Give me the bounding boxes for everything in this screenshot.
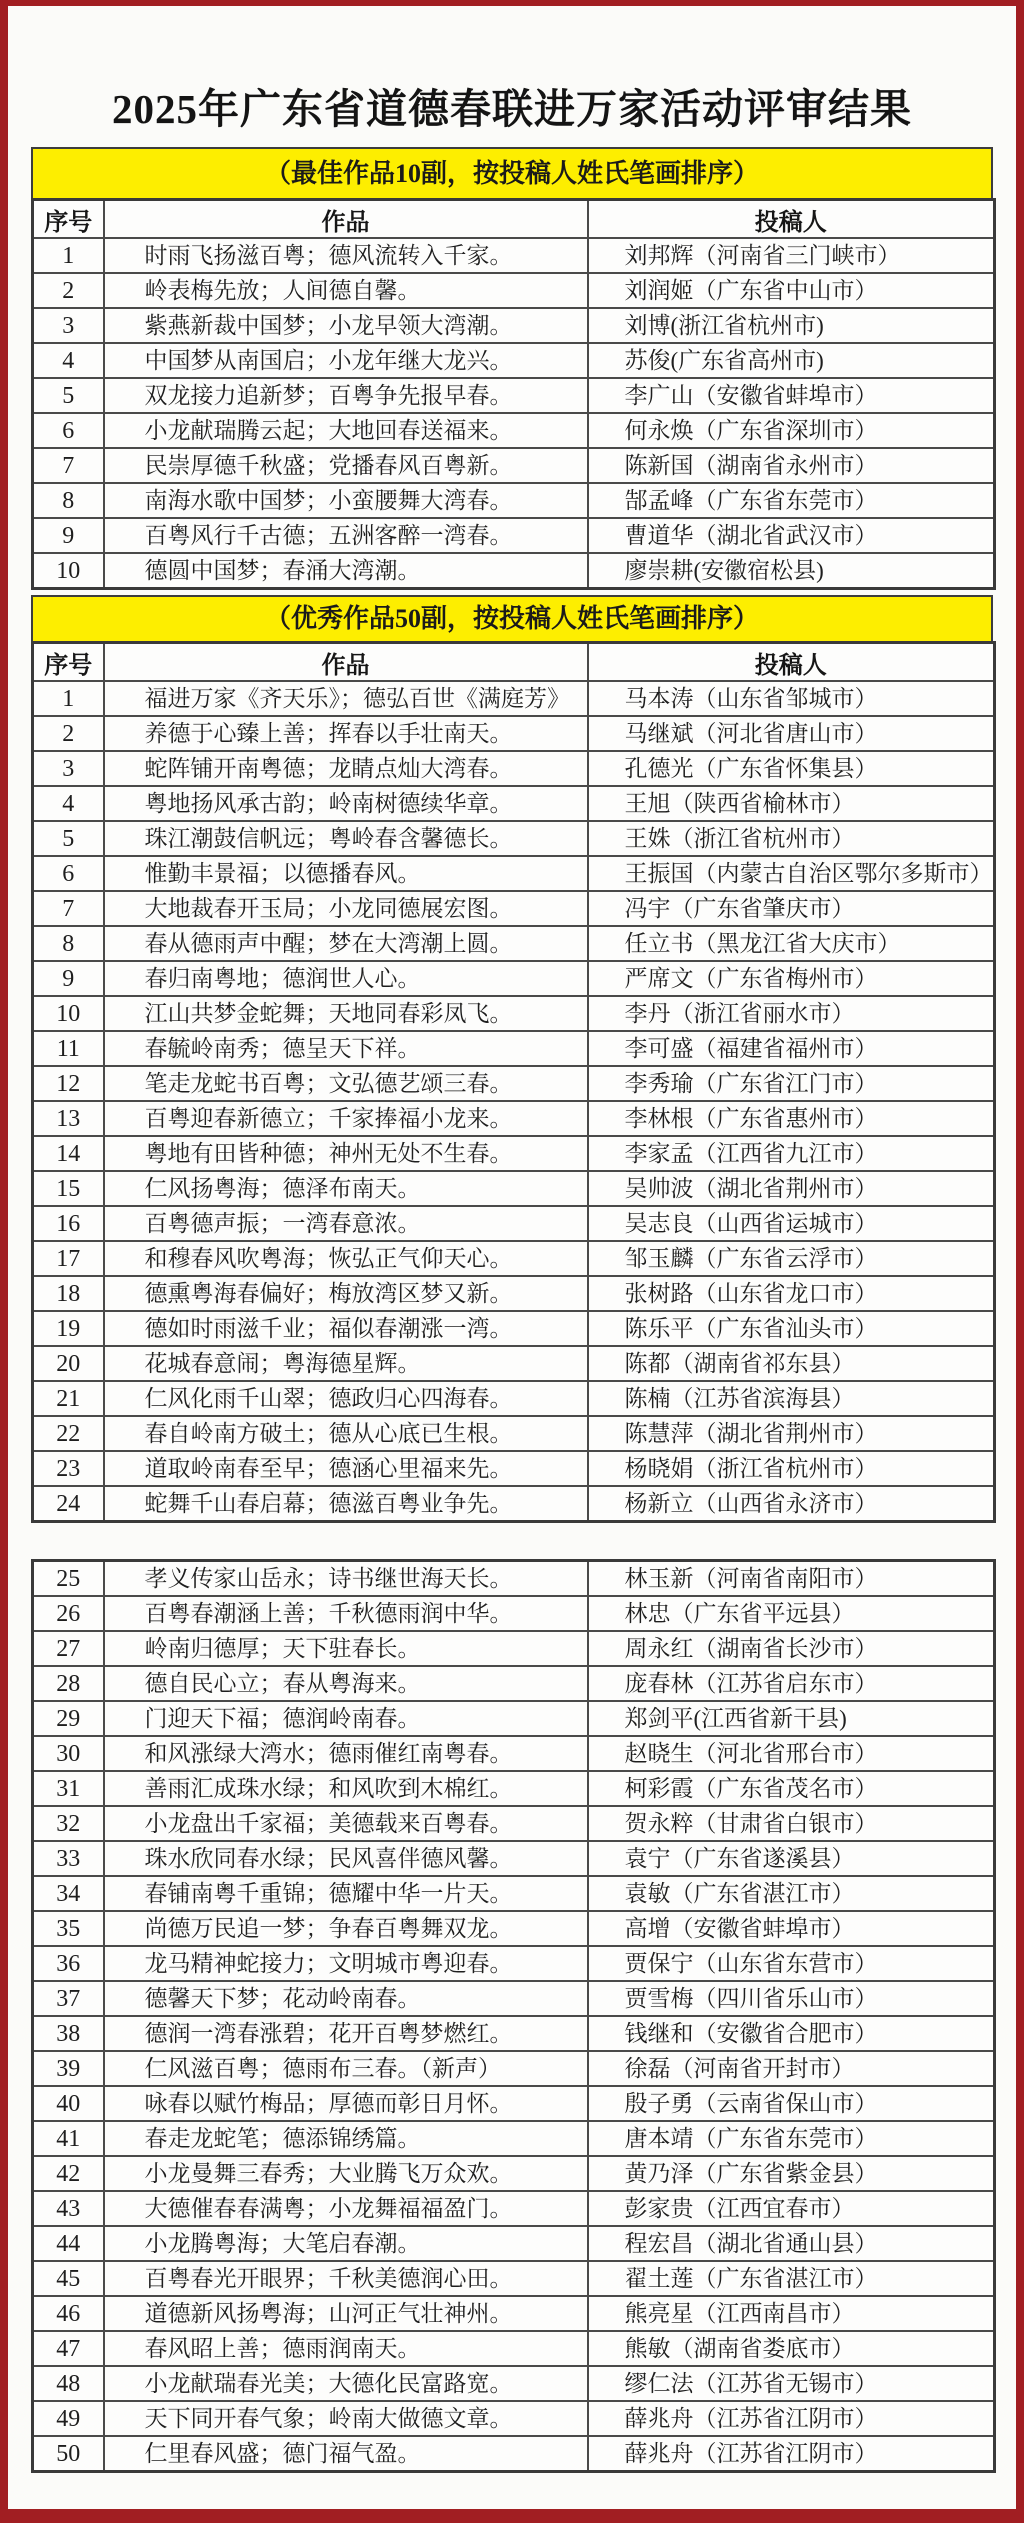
row-author: 吴志良（山西省运城市） — [588, 1206, 995, 1241]
row-author: 陈新国（湖南省永州市） — [588, 448, 995, 483]
row-work: 道取岭南春至早；德涵心里福来先。 — [104, 1451, 588, 1486]
table-row — [33, 2401, 995, 2436]
col-header-author: 投稿人 — [588, 200, 995, 239]
row-number: 40 — [33, 2086, 104, 2121]
row-author: 李广山（安徽省蚌埠市） — [588, 378, 995, 413]
row-number: 4 — [33, 786, 104, 821]
row-work: 岭表梅先放；人间德自馨。 — [104, 273, 588, 308]
row-author: 黄乃泽（广东省紫金县） — [588, 2156, 995, 2191]
row-number: 8 — [33, 483, 104, 518]
row-number: 21 — [33, 1381, 104, 1416]
row-author: 周永红（湖南省长沙市） — [588, 1631, 995, 1666]
row-number: 38 — [33, 2016, 104, 2051]
table-row — [33, 2086, 995, 2121]
table-row — [33, 681, 995, 716]
table-row — [33, 518, 995, 553]
table-row — [33, 1346, 995, 1381]
row-author: 刘邦辉（河南省三门峡市） — [588, 238, 995, 273]
excellent-works-banner: （优秀作品50副，按投稿人姓氏笔画排序） — [31, 595, 993, 643]
row-work: 和穆春风吹粤海；恢弘正气仰天心。 — [104, 1241, 588, 1276]
document-content — [31, 147, 993, 2473]
row-work: 春从德雨声中醒；梦在大湾潮上圆。 — [104, 926, 588, 961]
row-author: 邹玉麟（广东省云浮市） — [588, 1241, 995, 1276]
row-work: 江山共梦金蛇舞；天地同春彩凤飞。 — [104, 996, 588, 1031]
row-author: 郑剑平(江西省新干县) — [588, 1701, 995, 1736]
row-number: 34 — [33, 1876, 104, 1911]
table-row — [33, 2261, 995, 2296]
table-row — [33, 1171, 995, 1206]
row-number: 37 — [33, 1981, 104, 2016]
row-author: 李秀瑜（广东省江门市） — [588, 1066, 995, 1101]
header-row — [33, 200, 995, 239]
excellent-works-table-body-part2 — [33, 1561, 995, 2472]
row-number: 7 — [33, 891, 104, 926]
table-row — [33, 716, 995, 751]
table-row — [33, 1806, 995, 1841]
table-row — [33, 2366, 995, 2401]
row-work: 蛇阵铺开南粤德；龙睛点灿大湾春。 — [104, 751, 588, 786]
row-number: 42 — [33, 2156, 104, 2191]
row-author: 徐磊（河南省开封市） — [588, 2051, 995, 2086]
table-row — [33, 751, 995, 786]
row-work: 大地裁春开玉局；小龙同德展宏图。 — [104, 891, 588, 926]
row-author: 张树路（山东省龙口市） — [588, 1276, 995, 1311]
row-author: 李可盛（福建省福州市） — [588, 1031, 995, 1066]
row-author: 王姝（浙江省杭州市） — [588, 821, 995, 856]
table-row — [33, 2331, 995, 2366]
table-row — [33, 2226, 995, 2261]
excellent-works-table-body-part1 — [33, 681, 995, 1522]
table-row — [33, 2121, 995, 2156]
row-work: 蛇舞千山春启幕；德滋百粤业争先。 — [104, 1486, 588, 1522]
table-row — [33, 1596, 995, 1631]
row-work: 岭南归德厚；天下驻春长。 — [104, 1631, 588, 1666]
table-row — [33, 2436, 995, 2472]
document-page — [8, 6, 1016, 2509]
row-number: 8 — [33, 926, 104, 961]
row-number: 33 — [33, 1841, 104, 1876]
row-author: 李家孟（江西省九江市） — [588, 1136, 995, 1171]
table-row — [33, 1136, 995, 1171]
table-row — [33, 1206, 995, 1241]
row-author: 郜孟峰（广东省东莞市） — [588, 483, 995, 518]
row-number: 35 — [33, 1911, 104, 1946]
row-work: 百粤春光开眼界；千秋美德润心田。 — [104, 2261, 588, 2296]
row-number: 19 — [33, 1311, 104, 1346]
table-row — [33, 483, 995, 518]
row-author: 贾雪梅（四川省乐山市） — [588, 1981, 995, 2016]
table-row — [33, 1666, 995, 1701]
row-author: 熊亮星（江西南昌市） — [588, 2296, 995, 2331]
excellent-works-table-head — [33, 643, 995, 682]
row-work: 小龙献瑞腾云起；大地回春送福来。 — [104, 413, 588, 448]
row-number: 22 — [33, 1416, 104, 1451]
row-number: 31 — [33, 1771, 104, 1806]
row-work: 粤地有田皆种德；神州无处不生春。 — [104, 1136, 588, 1171]
row-number: 39 — [33, 2051, 104, 2086]
row-work: 春毓岭南秀；德呈天下祥。 — [104, 1031, 588, 1066]
table-row — [33, 308, 995, 343]
row-work: 仁里春风盛；德门福气盈。 — [104, 2436, 588, 2472]
table-row — [33, 1701, 995, 1736]
row-author: 杨新立（山西省永济市） — [588, 1486, 995, 1522]
row-number: 26 — [33, 1596, 104, 1631]
row-author: 杨晓娟（浙江省杭州市） — [588, 1451, 995, 1486]
row-number: 18 — [33, 1276, 104, 1311]
row-work: 惟勤丰景福；以德播春风。 — [104, 856, 588, 891]
row-number: 6 — [33, 856, 104, 891]
row-work: 春走龙蛇笔；德添锦绣篇。 — [104, 2121, 588, 2156]
row-author: 薛兆舟（江苏省江阴市） — [588, 2401, 995, 2436]
row-work: 仁风化雨千山翠；德政归心四海春。 — [104, 1381, 588, 1416]
table-row — [33, 2296, 995, 2331]
row-author: 袁宁（广东省遂溪县） — [588, 1841, 995, 1876]
row-number: 45 — [33, 2261, 104, 2296]
table-row — [33, 1981, 995, 2016]
row-author: 殷子勇（云南省保山市） — [588, 2086, 995, 2121]
row-author: 王旭（陕西省榆林市） — [588, 786, 995, 821]
row-work: 德馨天下梦；花动岭南春。 — [104, 1981, 588, 2016]
row-author: 严席文（广东省梅州市） — [588, 961, 995, 996]
row-author: 廖崇耕(安徽宿松县) — [588, 553, 995, 589]
row-work: 春风昭上善；德雨润南天。 — [104, 2331, 588, 2366]
row-work: 珠水欣同春水绿；民风喜伴德风馨。 — [104, 1841, 588, 1876]
row-author: 吴帅波（湖北省荆州市） — [588, 1171, 995, 1206]
row-author: 贾保宁（山东省东营市） — [588, 1946, 995, 1981]
row-number: 5 — [33, 378, 104, 413]
row-work: 善雨汇成珠水绿；和风吹到木棉红。 — [104, 1771, 588, 1806]
table-row — [33, 1631, 995, 1666]
table-row — [33, 378, 995, 413]
table-row — [33, 1841, 995, 1876]
row-work: 春铺南粤千重锦；德耀中华一片天。 — [104, 1876, 588, 1911]
row-number: 27 — [33, 1631, 104, 1666]
row-work: 孝义传家山岳永；诗书继世海天长。 — [104, 1561, 588, 1597]
table-row — [33, 1561, 995, 1597]
table-row — [33, 1416, 995, 1451]
excellent-works-section — [31, 595, 993, 2473]
row-work: 养德于心臻上善；挥春以手壮南天。 — [104, 716, 588, 751]
row-author: 林忠（广东省平远县） — [588, 1596, 995, 1631]
table-row — [33, 1451, 995, 1486]
row-author: 冯宇（广东省肇庆市） — [588, 891, 995, 926]
row-number: 43 — [33, 2191, 104, 2226]
row-author: 庞春林（江苏省启东市） — [588, 1666, 995, 1701]
table-row — [33, 1101, 995, 1136]
table-row — [33, 2191, 995, 2226]
row-author: 王振国（内蒙古自治区鄂尔多斯市） — [588, 856, 995, 891]
row-work: 笔走龙蛇书百粤；文弘德艺颂三春。 — [104, 1066, 588, 1101]
row-number: 3 — [33, 308, 104, 343]
row-number: 2 — [33, 273, 104, 308]
row-work: 尚德万民追一梦；争春百粤舞双龙。 — [104, 1911, 588, 1946]
row-number: 10 — [33, 996, 104, 1031]
row-number: 1 — [33, 681, 104, 716]
row-work: 门迎天下福；德润岭南春。 — [104, 1701, 588, 1736]
row-number: 2 — [33, 716, 104, 751]
row-work: 百粤迎春新德立；千家捧福小龙来。 — [104, 1101, 588, 1136]
row-work: 德熏粤海春偏好；梅放湾区梦又新。 — [104, 1276, 588, 1311]
table-row — [33, 821, 995, 856]
row-number: 30 — [33, 1736, 104, 1771]
row-author: 贺永粹（甘肃省白银市） — [588, 1806, 995, 1841]
row-work: 中国梦从南国启；小龙年继大龙兴。 — [104, 343, 588, 378]
row-author: 马本涛（山东省邹城市） — [588, 681, 995, 716]
table-row — [33, 1771, 995, 1806]
table-row — [33, 1736, 995, 1771]
row-number: 23 — [33, 1451, 104, 1486]
row-number: 20 — [33, 1346, 104, 1381]
row-work: 百粤春潮涵上善；千秋德雨润中华。 — [104, 1596, 588, 1631]
col-header-no: 序号 — [33, 200, 104, 239]
row-author: 彭家贵（江西宜春市） — [588, 2191, 995, 2226]
row-author: 唐本靖（广东省东莞市） — [588, 2121, 995, 2156]
row-author: 钱继和（安徽省合肥市） — [588, 2016, 995, 2051]
row-author: 陈慧萍（湖北省荆州市） — [588, 1416, 995, 1451]
table-row — [33, 413, 995, 448]
row-number: 46 — [33, 2296, 104, 2331]
table-row — [33, 1311, 995, 1346]
row-number: 36 — [33, 1946, 104, 1981]
page-title: 2025年广东省道德春联进万家活动评审结果 — [112, 86, 912, 132]
row-author: 刘博(浙江省杭州市) — [588, 308, 995, 343]
row-work: 德润一湾春涨碧；花开百粤梦燃红。 — [104, 2016, 588, 2051]
table-row — [33, 1946, 995, 1981]
row-author: 马继斌（河北省唐山市） — [588, 716, 995, 751]
row-author: 翟土莲（广东省湛江市） — [588, 2261, 995, 2296]
row-number: 17 — [33, 1241, 104, 1276]
row-work: 花城春意闹；粤海德星辉。 — [104, 1346, 588, 1381]
row-author: 李林根（广东省惠州市） — [588, 1101, 995, 1136]
row-work: 德自民心立；春从粤海来。 — [104, 1666, 588, 1701]
table-row — [33, 1066, 995, 1101]
row-number: 9 — [33, 518, 104, 553]
best-works-table-head — [33, 200, 995, 239]
table-row — [33, 961, 995, 996]
row-number: 9 — [33, 961, 104, 996]
table-row — [33, 553, 995, 589]
col-header-work: 作品 — [104, 200, 588, 239]
row-number: 48 — [33, 2366, 104, 2401]
row-number: 6 — [33, 413, 104, 448]
row-author: 林玉新（河南省南阳市） — [588, 1561, 995, 1597]
table-row — [33, 1241, 995, 1276]
row-work: 春自岭南方破土；德从心底已生根。 — [104, 1416, 588, 1451]
row-number: 12 — [33, 1066, 104, 1101]
row-work: 和风涨绿大湾水；德雨催红南粤春。 — [104, 1736, 588, 1771]
row-number: 13 — [33, 1101, 104, 1136]
table-row — [33, 1911, 995, 1946]
row-work: 大德催春春满粤；小龙舞福福盈门。 — [104, 2191, 588, 2226]
row-author: 陈乐平（广东省汕头市） — [588, 1311, 995, 1346]
row-number: 28 — [33, 1666, 104, 1701]
table-row — [33, 786, 995, 821]
row-work: 德如时雨滋千业；福似春潮涨一湾。 — [104, 1311, 588, 1346]
row-author: 袁敏（广东省湛江市） — [588, 1876, 995, 1911]
table-row — [33, 926, 995, 961]
row-author: 柯彩霞（广东省茂名市） — [588, 1771, 995, 1806]
row-work: 仁风滋百粤；德雨布三春。（新声） — [104, 2051, 588, 2086]
row-work: 粤地扬风承古韵；岭南树德续华章。 — [104, 786, 588, 821]
col-header-work: 作品 — [104, 643, 588, 682]
table-row — [33, 273, 995, 308]
row-number: 3 — [33, 751, 104, 786]
best-works-section — [31, 147, 993, 590]
row-work: 道德新风扬粤海；山河正气壮神州。 — [104, 2296, 588, 2331]
table-row — [33, 343, 995, 378]
row-number: 10 — [33, 553, 104, 589]
row-work: 时雨飞扬滋百粤；德风流转入千家。 — [104, 238, 588, 273]
table-row — [33, 238, 995, 273]
row-author: 高增（安徽省蚌埠市） — [588, 1911, 995, 1946]
row-work: 德圆中国梦；春涌大湾潮。 — [104, 553, 588, 589]
row-number: 1 — [33, 238, 104, 273]
row-number: 15 — [33, 1171, 104, 1206]
table-row — [33, 1381, 995, 1416]
row-work: 咏春以赋竹梅品；厚德而彰日月怀。 — [104, 2086, 588, 2121]
row-number: 24 — [33, 1486, 104, 1522]
row-number: 50 — [33, 2436, 104, 2472]
row-work: 福进万家《齐天乐》；德弘百世《满庭芳》 — [104, 681, 588, 716]
row-number: 47 — [33, 2331, 104, 2366]
row-work: 双龙接力追新梦；百粤争先报早春。 — [104, 378, 588, 413]
row-author: 缪仁法（江苏省无锡市） — [588, 2366, 995, 2401]
row-number: 41 — [33, 2121, 104, 2156]
table-row — [33, 996, 995, 1031]
row-number: 16 — [33, 1206, 104, 1241]
row-work: 春归南粤地；德润世人心。 — [104, 961, 588, 996]
row-author: 刘润姬（广东省中山市） — [588, 273, 995, 308]
row-number: 49 — [33, 2401, 104, 2436]
row-work: 紫燕新裁中国梦；小龙早领大湾潮。 — [104, 308, 588, 343]
table-row — [33, 2016, 995, 2051]
row-author: 陈楠（江苏省滨海县） — [588, 1381, 995, 1416]
row-author: 何永焕（广东省深圳市） — [588, 413, 995, 448]
col-header-no: 序号 — [33, 643, 104, 682]
table-row — [33, 2051, 995, 2086]
row-work: 小龙曼舞三春秀；大业腾飞万众欢。 — [104, 2156, 588, 2191]
best-works-table-body — [33, 238, 995, 589]
header-row — [33, 643, 995, 682]
row-author: 苏俊(广东省高州市) — [588, 343, 995, 378]
best-works-table — [31, 198, 996, 590]
table-row — [33, 1876, 995, 1911]
row-author: 李丹（浙江省丽水市） — [588, 996, 995, 1031]
row-work: 小龙腾粤海；大笔启春潮。 — [104, 2226, 588, 2261]
table-row — [33, 1031, 995, 1066]
table-row — [33, 1276, 995, 1311]
excellent-works-table-part2 — [31, 1559, 996, 2473]
row-author: 曹道华（湖北省武汉市） — [588, 518, 995, 553]
row-author: 赵晓生（河北省邢台市） — [588, 1736, 995, 1771]
table-row — [33, 856, 995, 891]
table-row — [33, 448, 995, 483]
row-number: 7 — [33, 448, 104, 483]
best-works-banner: （最佳作品10副，按投稿人姓氏笔画排序） — [31, 147, 993, 200]
table-row — [33, 891, 995, 926]
row-work: 仁风扬粤海；德泽布南天。 — [104, 1171, 588, 1206]
row-number: 44 — [33, 2226, 104, 2261]
row-author: 熊敏（湖南省娄底市） — [588, 2331, 995, 2366]
row-number: 14 — [33, 1136, 104, 1171]
row-author: 程宏昌（湖北省通山县） — [588, 2226, 995, 2261]
row-work: 民崇厚德千秋盛；党播春风百粤新。 — [104, 448, 588, 483]
col-header-author: 投稿人 — [588, 643, 995, 682]
row-author: 陈都（湖南省祁东县） — [588, 1346, 995, 1381]
row-work: 百粤风行千古德；五洲客醉一湾春。 — [104, 518, 588, 553]
row-author: 孔德光（广东省怀集县） — [588, 751, 995, 786]
row-work: 南海水歌中国梦；小蛮腰舞大湾春。 — [104, 483, 588, 518]
row-work: 小龙献瑞春光美；大德化民富路宽。 — [104, 2366, 588, 2401]
row-work: 天下同开春气象；岭南大做德文章。 — [104, 2401, 588, 2436]
row-work: 小龙盘出千家福；美德载来百粤春。 — [104, 1806, 588, 1841]
table-row — [33, 2156, 995, 2191]
excellent-works-table-part1 — [31, 641, 996, 1523]
row-number: 5 — [33, 821, 104, 856]
row-number: 11 — [33, 1031, 104, 1066]
row-author: 薛兆舟（江苏省江阴市） — [588, 2436, 995, 2472]
row-number: 25 — [33, 1561, 104, 1597]
row-work: 龙马精神蛇接力；文明城市粤迎春。 — [104, 1946, 588, 1981]
row-number: 4 — [33, 343, 104, 378]
row-author: 任立书（黑龙江省大庆市） — [588, 926, 995, 961]
row-work: 百粤德声振；一湾春意浓。 — [104, 1206, 588, 1241]
row-number: 29 — [33, 1701, 104, 1736]
row-number: 32 — [33, 1806, 104, 1841]
table-row — [33, 1486, 995, 1522]
row-work: 珠江潮鼓信帆远；粤岭春含馨德长。 — [104, 821, 588, 856]
